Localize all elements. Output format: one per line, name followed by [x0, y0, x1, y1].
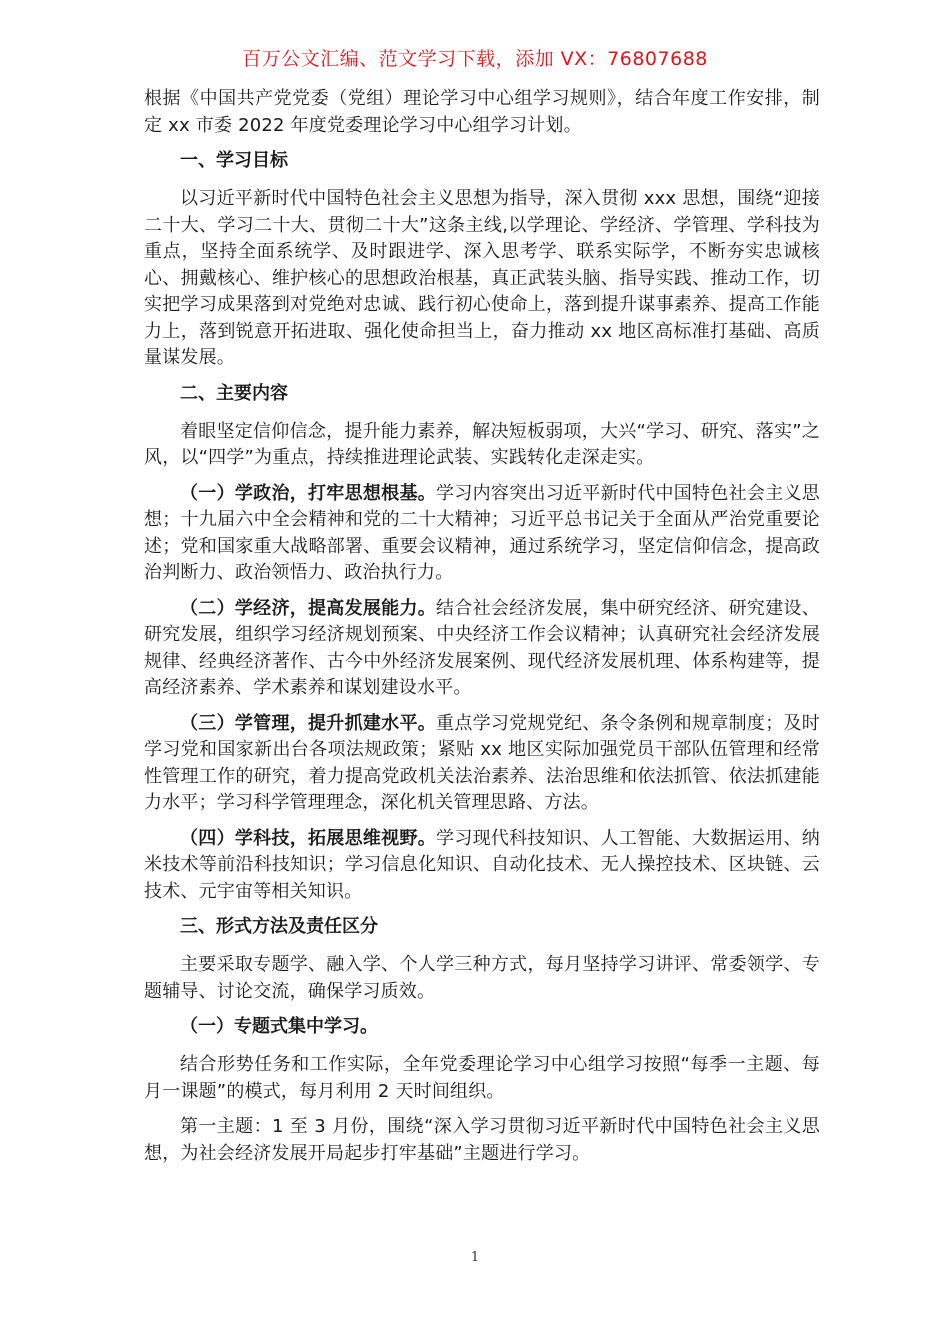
section-1-title: 一、学习目标	[180, 150, 288, 171]
section-3-paragraph: 主要采取专题学、融入学、个人学三种方式，每月坚持学习讲评、常委领学、专题辅导、讨论交流，确保学习质效。	[144, 954, 820, 1002]
item-3-text: 重点学习党规党纪、条令条例和规章制度；及时学习党和国家新出台各项法规政策；紧贴 xx 地区实际加强党员干部队伍管理和经常性管理工作的研究，着力提高党政机关法治素养、法治思维和依法抓管、依法抓建能力水平；学习科学管理理念，深化机关管理思路、方法。	[144, 712, 820, 813]
theme-1-paragraph: 第一主题：1 至 3 月份，围绕“深入学习贯彻习近平新时代中国特色社会主义思想，为社会经济发展开局起步打牢基础”主题进行学习。	[144, 1116, 820, 1164]
item-1-lead: （一）学政治，打牢思想根基。	[180, 482, 437, 504]
section-2-paragraph: 着眼坚定信仰信念，提升能力素养，解决短板弱项，大兴“学习、研究、落实”之风，以“四学”为重点，持续推进理论武装、实践转化走深走实。	[144, 420, 820, 468]
section-1-paragraph: 以习近平新时代中国特色社会主义思想为指导，深入贯彻 xxx 思想，围绕“迎接二十大、学习二十大、贯彻二十大”这条主线,以学理论、学经济、学管理、学科技为重点，坚持全面系统学、及时跟进学、深入思考学、联系实际学，不断夯实忠诚核心、拥戴核心、维护核心的思想政治根基，真正武装头脑、指导实践、推动工作，切实把学习成果落到对党绝对忠诚、践行初心使命上，落到提升谋事素养、提高工作能力上，落到锐意开拓进取、强化使命担当上，奋力推动 xx 地区高标准打基础、高质量谋发展。	[144, 188, 820, 368]
header-banner: 百万公文汇编、范文学习下载，添加 VX：76807688	[242, 48, 708, 70]
item-4-text: 学习现代科技知识、人工智能、大数据运用、纳米技术等前沿科技知识；学习信息化知识、自动化技术、无人操控技术、区块链、云技术、元宇宙等相关知识。	[144, 827, 820, 902]
item-3-paragraph	[144, 711, 820, 817]
section-2-title: 二、主要内容	[180, 382, 288, 404]
item-3-lead: （三）学管理，提升抓建水平。	[180, 712, 437, 734]
document-body	[144, 86, 820, 1176]
subsection-1-title: （一）专题式集中学习。	[180, 1016, 378, 1037]
item-4-lead: （四）学科技，拓展思维视野。	[180, 827, 437, 849]
item-1-paragraph	[144, 481, 820, 587]
item-2-text: 结合社会经济发展，集中研究经济、研究建设、研究发展，组织学习经济规划预案、中央经济工作会议精神；认真研究社会经济发展规律、经典经济著作、古今中外经济发展案例、现代经济发展机理、体系构建等，提高经济素养、学术素养和谋划建设水平。	[144, 597, 820, 698]
item-2-lead: （二）学经济，提高发展能力。	[180, 597, 437, 619]
section-3-title: 三、形式方法及责任区分	[180, 916, 378, 937]
subsection-1-paragraph: 结合形势任务和工作实际，全年党委理论学习中心组学习按照“每季一主题、每月一课题”的模式，每月利用 2 天时间组织。	[144, 1054, 820, 1102]
item-4-paragraph	[144, 826, 820, 906]
page-number: 1	[470, 1250, 480, 1265]
item-1-text: 学习内容突出习近平新时代中国特色社会主义思想；十九届六中全会精神和党的二十大精神；习近平总书记关于全面从严治党重要论述；党和国家重大战略部署、重要会议精神，通过系统学习，坚定信仰信念，提高政治判断力、政治领悟力、政治执行力。	[144, 482, 820, 583]
intro-paragraph: 根据《中国共产党党委（党组）理论学习中心组学习规则》，结合年度工作安排，制定 xx 市委 2022 年度党委理论学习中心组学习计划。	[144, 88, 820, 136]
item-2-paragraph	[144, 596, 820, 702]
